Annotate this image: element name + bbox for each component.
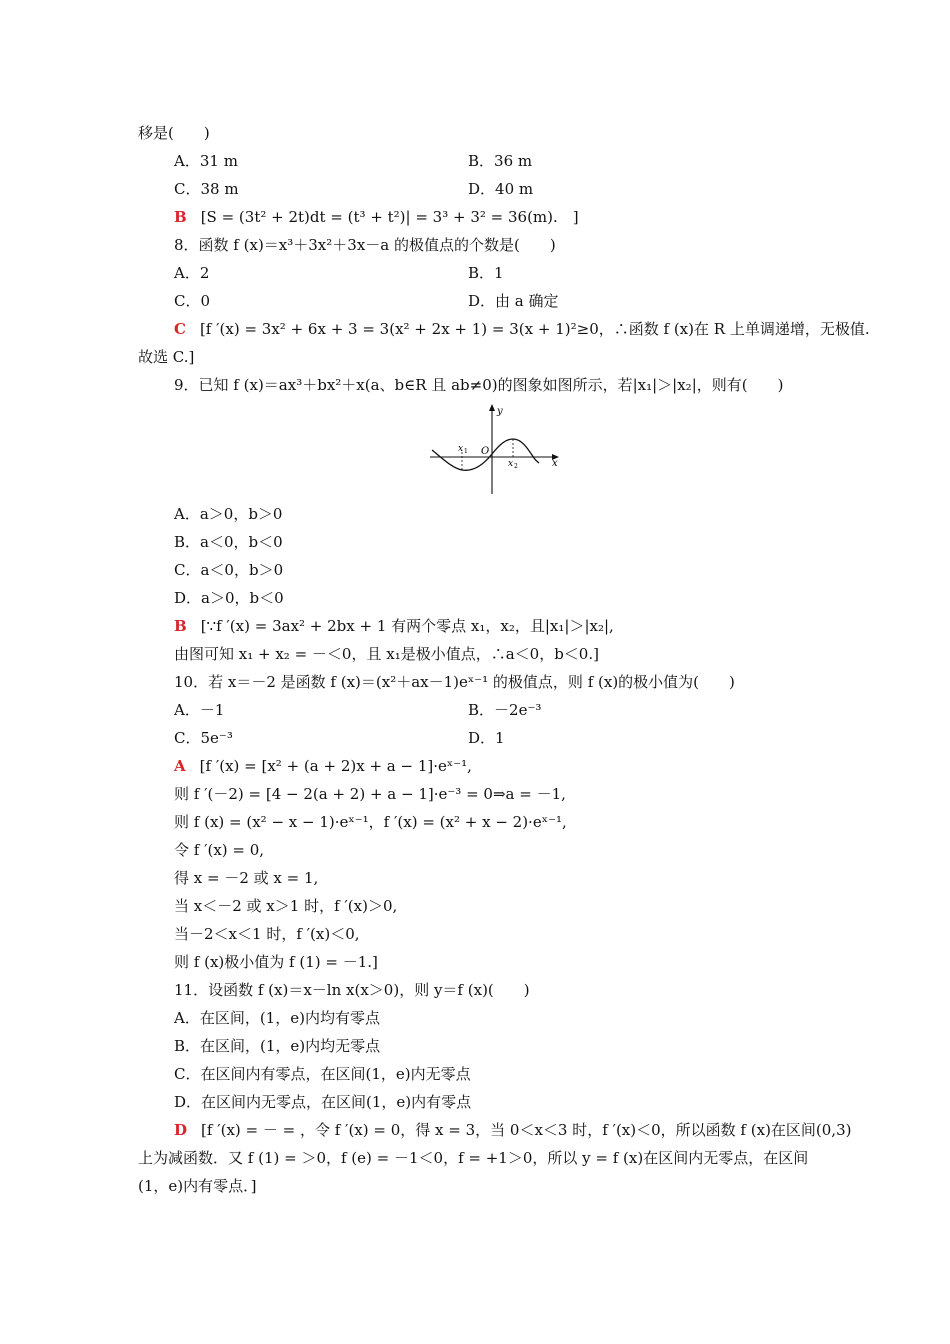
solution-line: 则 f (x) = (x² − x − 1)·eˣ⁻¹，f ′(x) = (x² + x − 2)·eˣ⁻¹, [174, 813, 567, 831]
option-a: A．－1 [174, 701, 225, 719]
option-d: D．在区间内无零点，在区间(1，e)内有零点 [174, 1093, 472, 1111]
solution-line: 上为减函数．又 f (1) = ＞0，f (e) = －1＜0，f = +1＞0，所以 y = f (x)在区间内无零点，在区间 [138, 1149, 809, 1167]
x-axis-label: x [552, 458, 558, 469]
solution-line: 由图可知 x₁ + x₂ = －＜0，且 x₁是极小值点，∴a＜0，b＜0.] [174, 645, 599, 663]
option-d: D．40 m [468, 180, 534, 198]
question-stem: 8．函数 f (x)＝x³＋3x²＋3x－a 的极值点的个数是( ) [174, 236, 556, 254]
option-c: C．a＜0，b＞0 [174, 561, 284, 579]
solution-line: 得 x = －2 或 x = 1, [174, 869, 319, 887]
answer-letter: D [174, 1121, 188, 1139]
option-c: C．0 [174, 292, 211, 310]
answer-letter: A [174, 757, 186, 775]
option-b: B．－2e⁻³ [468, 701, 542, 719]
solution-line: (1，e)内有零点．] [138, 1177, 257, 1195]
option-c: C．5e⁻³ [174, 729, 233, 747]
x2-subscript: 2 [514, 463, 518, 470]
option-d: D．a＞0，b＜0 [174, 589, 284, 607]
solution-line: 则 f ′(－2) = [4 − 2(a + 2) + a − 1]·e⁻³ = 0⇒a = －1, [174, 785, 566, 803]
q7-stem-tail: 移是( ) [138, 124, 210, 142]
solution-line: D [f ′(x) = － = ，令 f ′(x) = 0，得 x = 3，当 0＜x＜3 时，f ′(x)＜0，所以函数 f (x)在区间(0,3) [174, 1121, 852, 1139]
solution-line: C [f ′(x) = 3x² + 6x + 3 = 3(x² + 2x + 1) = 3(x + 1)²≥0，∴函数 f (x)在 R 上单调递增，无极值. [174, 320, 870, 338]
solution-line: 当－2＜x＜1 时，f ′(x)＜0, [174, 925, 360, 943]
option-a: A．2 [174, 264, 210, 282]
x1-subscript: 1 [464, 448, 468, 455]
question-stem: 10．若 x＝－2 是函数 f (x)＝(x²＋ax－1)eˣ⁻¹ 的极值点，则 f (x)的极小值为( ) [174, 673, 735, 691]
solution-line: B [∵f ′(x) = 3ax² + 2bx + 1 有两个零点 x₁，x₂，且|x₁|＞|x₂|, [174, 617, 614, 635]
option-a: A．在区间，(1，e)内均有零点 [174, 1009, 380, 1027]
x2-label: x [508, 459, 514, 469]
option-b: B．36 m [468, 152, 533, 170]
question-stem: 11．设函数 f (x)＝x－ln x(x＞0)，则 y＝f (x)( ) [174, 981, 530, 999]
option-c: C．38 m [174, 180, 239, 198]
answer-letter: B [174, 208, 187, 226]
origin-label: O [481, 446, 490, 457]
solution-line: 当 x＜－2 或 x＞1 时，f ′(x)＞0, [174, 897, 398, 915]
option-d: D．由 a 确定 [468, 292, 559, 310]
option-d: D．1 [468, 729, 505, 747]
answer-letter: B [174, 617, 187, 635]
solution-line: B [S = (3t² + 2t)dt = (t³ + t²)| = 3³ + 3² = 36(m). ] [174, 208, 579, 226]
x1-label: x [458, 444, 464, 454]
cubic-function-graph [428, 402, 560, 496]
solution-line: A [f ′(x) = [x² + (a + 2)x + a − 1]·eˣ⁻¹, [174, 757, 472, 775]
option-b: B．在区间，(1，e)内均无零点 [174, 1037, 381, 1055]
solution-line: 故选 C.] [138, 348, 195, 366]
option-b: B．a＜0，b＜0 [174, 533, 283, 551]
solution-line: 则 f (x)极小值为 f (1) = －1.] [174, 953, 378, 971]
solution-line: 令 f ′(x) = 0, [174, 841, 265, 859]
question-stem: 9．已知 f (x)＝ax³＋bx²＋x(a、b∈R 且 ab≠0)的图象如图所示，若|x₁|＞|x₂|，则有( ) [174, 376, 784, 394]
option-a: A．31 m [174, 152, 238, 170]
y-axis-label: y [497, 406, 503, 417]
option-b: B．1 [468, 264, 504, 282]
option-c: C．在区间内有零点，在区间(1，e)内无零点 [174, 1065, 471, 1083]
option-a: A．a＞0，b＞0 [174, 505, 283, 523]
answer-letter: C [174, 320, 186, 338]
